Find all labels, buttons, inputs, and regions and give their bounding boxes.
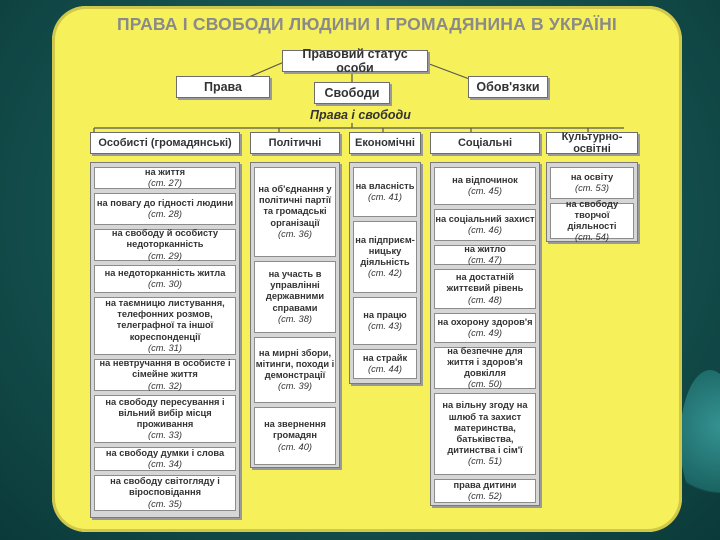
column-personal (90, 162, 240, 518)
column-cultural (546, 162, 638, 242)
item-text: на звернення громадян (264, 419, 326, 441)
item-text: на страйк (362, 352, 408, 363)
list-item (434, 269, 536, 309)
item-text: на соціальний захист (435, 213, 535, 224)
item-article-ref: (ст. 53) (575, 183, 609, 193)
item-article-ref: (ст. 31) (148, 342, 182, 353)
item-text: на невтручання в особисте і сімейне життя (99, 358, 231, 380)
root-box (282, 47, 428, 75)
item-article-ref: (ст. 52) (468, 491, 502, 501)
item-article-ref: (ст. 40) (278, 441, 312, 452)
item-text: на недоторканність житла (104, 267, 226, 278)
item-text: на таємницю листування, телефонних розмов, телеграфної та іншої кореспонденції (105, 298, 225, 342)
list-item (94, 167, 236, 189)
header-economic (349, 132, 421, 154)
item-article-ref: (ст. 33) (148, 430, 182, 441)
list-item (94, 447, 236, 471)
column-economic (349, 162, 421, 384)
slide-title: ПРАВА І СВОБОДИ ЛЮДИНИ І ГРОМАДЯНИНА В УКРАЇНІ (116, 14, 617, 34)
item-text: на освіту (570, 171, 614, 182)
list-item (434, 313, 536, 343)
item-article-ref: (ст. 46) (468, 225, 502, 235)
item-article-ref: (ст. 42) (368, 268, 402, 279)
list-item (550, 167, 634, 199)
list-item (254, 407, 336, 465)
item-article-ref: (ст. 35) (148, 498, 182, 509)
item-article-ref: (ст. 47) (468, 255, 502, 265)
branch-duties (468, 76, 548, 98)
item-text: на охорону здоров'я (437, 316, 533, 327)
item-article-ref: (ст. 38) (278, 313, 312, 324)
item-text: на житло (464, 243, 506, 254)
item-text: права дитини (453, 479, 517, 490)
item-text: на безпечне для життя і здоров'я довкілля (447, 345, 523, 378)
item-article-ref: (ст. 39) (278, 381, 312, 392)
list-item (94, 359, 236, 391)
list-item (353, 221, 417, 293)
branch-rights (176, 76, 270, 98)
item-text: на мирні збори, мітинги, походи і демонстрації (255, 347, 335, 380)
header-personal (90, 132, 240, 154)
item-text: на свободу й особисту недоторканність (111, 228, 219, 250)
item-text: на об'єднання у політичні партії та громадські організації (258, 183, 332, 228)
item-article-ref: (ст. 45) (468, 186, 502, 196)
item-text: на свободу думки і слова (105, 447, 225, 458)
item-text: на працю (363, 309, 407, 320)
item-article-ref: (ст. 34) (148, 459, 182, 469)
list-item (254, 261, 336, 333)
header-political (250, 132, 340, 154)
header-cultural-label: Культурно-освітні (561, 131, 623, 155)
item-article-ref: (ст. 36) (278, 228, 312, 239)
item-article-ref: (ст. 49) (468, 328, 502, 338)
list-item (353, 167, 417, 217)
list-item (94, 229, 236, 261)
column-social (430, 162, 540, 506)
subtitle: Права і свободи (310, 108, 411, 122)
item-text: на власність (355, 180, 415, 191)
list-item (254, 167, 336, 257)
item-article-ref: (ст. 44) (368, 364, 402, 374)
branch-duties-label: Обов'язки (476, 80, 540, 94)
header-political-label: Політичні (268, 137, 322, 149)
item-article-ref: (ст. 54) (575, 232, 609, 243)
list-item (94, 395, 236, 443)
header-cultural (546, 132, 638, 154)
list-item (254, 337, 336, 403)
list-item (94, 297, 236, 355)
list-item (94, 193, 236, 225)
list-item (434, 209, 536, 241)
item-article-ref: (ст. 29) (148, 250, 182, 261)
item-article-ref: (ст. 41) (368, 192, 402, 202)
list-item (434, 167, 536, 205)
column-political (250, 162, 340, 468)
item-text: на підприєм-ницьку діяльність (355, 234, 415, 267)
list-item (353, 297, 417, 345)
header-social (430, 132, 540, 154)
item-text: на участь в управлінні державними справами (265, 268, 325, 313)
item-article-ref: (ст. 27) (148, 178, 182, 188)
item-text: на повагу до гідності людини (96, 197, 234, 208)
item-article-ref: (ст. 48) (468, 294, 502, 305)
list-item (94, 475, 236, 511)
item-text: на достатній життєвий рівень (446, 272, 524, 294)
item-text: на свободу творчої діяльності (565, 198, 619, 231)
list-item (434, 393, 536, 475)
list-item (94, 265, 236, 293)
branch-rights-label: Права (203, 80, 243, 94)
background-wave (680, 370, 720, 510)
item-text: на відпочинок (452, 174, 518, 185)
list-item (434, 245, 536, 265)
item-article-ref: (ст. 30) (148, 279, 182, 289)
item-text: на життя (144, 166, 186, 177)
header-economic-label: Економічні (355, 137, 415, 149)
root-label: Правовий статус особи (302, 47, 408, 75)
item-article-ref: (ст. 32) (148, 380, 182, 391)
branch-freedoms-label: Свободи (324, 86, 380, 100)
item-text: на свободу світогляду і віросповідання (110, 476, 220, 498)
item-article-ref: (ст. 51) (468, 456, 502, 467)
item-text: на свободу пересування і вільний вибір місця проживання (105, 396, 225, 429)
item-article-ref: (ст. 43) (368, 321, 402, 331)
branch-freedoms (314, 82, 390, 104)
list-item (550, 198, 634, 243)
list-item (353, 349, 417, 379)
header-social-label: Соціальні (457, 137, 513, 149)
list-item (434, 347, 536, 389)
slide-card (52, 6, 682, 532)
item-text: на вільну згоду на шлюб та захист материнства, батьківства, дитинства і сім'ї (442, 400, 528, 456)
item-article-ref: (ст. 50) (468, 379, 502, 390)
item-article-ref: (ст. 28) (148, 209, 182, 219)
header-personal-label: Особисті (громадянські) (98, 137, 232, 149)
list-item (434, 479, 536, 503)
